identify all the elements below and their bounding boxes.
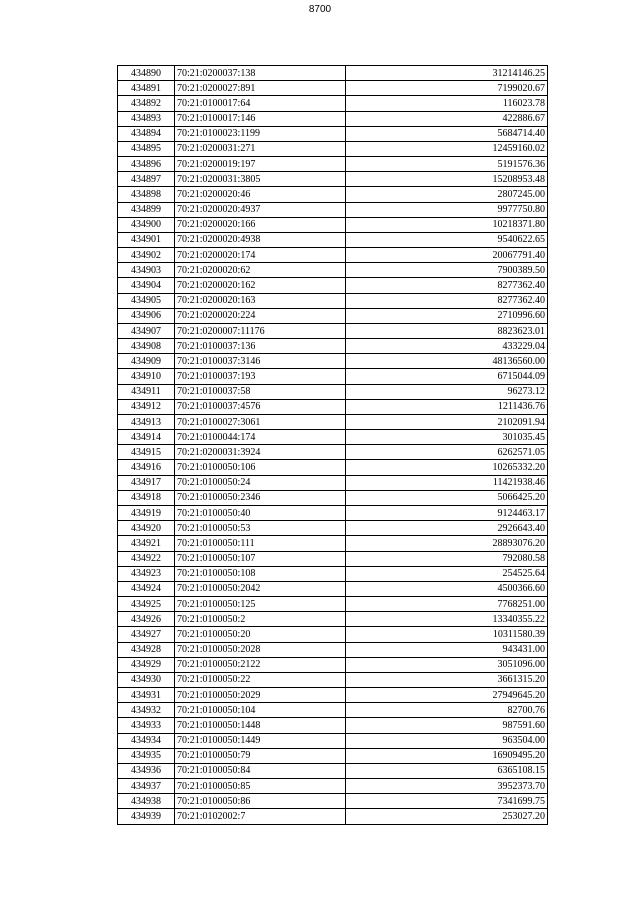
cadastral-number-cell: 70:21:0200020:174 <box>175 248 346 263</box>
row-number-cell: 434918 <box>118 490 175 505</box>
value-cell: 13340355.22 <box>346 612 548 627</box>
table-row <box>118 172 548 187</box>
row-number-cell: 434920 <box>118 521 175 536</box>
table-row <box>118 794 548 809</box>
table-row <box>118 597 548 612</box>
value-cell: 7768251.00 <box>346 597 548 612</box>
value-cell: 9977750.80 <box>346 202 548 217</box>
row-number-cell: 434933 <box>118 718 175 733</box>
table-row <box>118 733 548 748</box>
row-number-cell: 434932 <box>118 703 175 718</box>
cadastral-number-cell: 70:21:0100050:125 <box>175 597 346 612</box>
cadastral-number-cell: 70:21:0100050:53 <box>175 521 346 536</box>
value-cell: 987591.60 <box>346 718 548 733</box>
value-cell: 9540622.65 <box>346 232 548 247</box>
table-row <box>118 703 548 718</box>
value-cell: 8823623.01 <box>346 323 548 338</box>
row-number-cell: 434907 <box>118 323 175 338</box>
table-row <box>118 263 548 278</box>
table-row <box>118 581 548 596</box>
value-cell: 48136560.00 <box>346 354 548 369</box>
cadastral-number-cell: 70:21:0100037:4576 <box>175 399 346 414</box>
row-number-cell: 434922 <box>118 551 175 566</box>
row-number-cell: 434936 <box>118 763 175 778</box>
value-cell: 6365108.15 <box>346 763 548 778</box>
cadastral-number-cell: 70:21:0200020:4937 <box>175 202 346 217</box>
row-number-cell: 434938 <box>118 794 175 809</box>
value-cell: 5684714.40 <box>346 126 548 141</box>
row-number-cell: 434912 <box>118 399 175 414</box>
cadastral-number-cell: 70:21:0100023:1199 <box>175 126 346 141</box>
cadastral-number-cell: 70:21:0100050:24 <box>175 475 346 490</box>
row-number-cell: 434910 <box>118 369 175 384</box>
cadastral-number-cell: 70:21:0200020:4938 <box>175 232 346 247</box>
cadastral-number-cell: 70:21:0100050:2346 <box>175 490 346 505</box>
value-cell: 10265332.20 <box>346 460 548 475</box>
row-number-cell: 434939 <box>118 809 175 824</box>
cadastral-number-cell: 70:21:0200007:11176 <box>175 323 346 338</box>
table-row <box>118 414 548 429</box>
row-number-cell: 434919 <box>118 505 175 520</box>
value-cell: 3051096.00 <box>346 657 548 672</box>
cadastral-number-cell: 70:21:0200020:62 <box>175 263 346 278</box>
row-number-cell: 434898 <box>118 187 175 202</box>
table-row <box>118 763 548 778</box>
table-row <box>118 505 548 520</box>
row-number-cell: 434909 <box>118 354 175 369</box>
table-row <box>118 187 548 202</box>
row-number-cell: 434896 <box>118 157 175 172</box>
value-cell: 433229.04 <box>346 339 548 354</box>
cadastral-number-cell: 70:21:0100050:107 <box>175 551 346 566</box>
cadastral-number-cell: 70:21:0100037:3146 <box>175 354 346 369</box>
table-row <box>118 369 548 384</box>
table-row <box>118 81 548 96</box>
value-cell: 422886.67 <box>346 111 548 126</box>
value-cell: 6262571.05 <box>346 445 548 460</box>
row-number-cell: 434900 <box>118 217 175 232</box>
registry-table-body <box>118 66 548 825</box>
value-cell: 5066425.20 <box>346 490 548 505</box>
value-cell: 3661315.20 <box>346 672 548 687</box>
row-number-cell: 434906 <box>118 308 175 323</box>
value-cell: 253027.20 <box>346 809 548 824</box>
row-number-cell: 434928 <box>118 642 175 657</box>
table-row <box>118 111 548 126</box>
cadastral-number-cell: 70:21:0100050:86 <box>175 794 346 809</box>
table-row <box>118 96 548 111</box>
cadastral-number-cell: 70:21:0100037:58 <box>175 384 346 399</box>
value-cell: 6715044.09 <box>346 369 548 384</box>
value-cell: 5191576.36 <box>346 157 548 172</box>
row-number-cell: 434925 <box>118 597 175 612</box>
table-row <box>118 399 548 414</box>
row-number-cell: 434921 <box>118 536 175 551</box>
row-number-cell: 434908 <box>118 339 175 354</box>
value-cell: 4500366.60 <box>346 581 548 596</box>
table-row <box>118 627 548 642</box>
row-number-cell: 434913 <box>118 414 175 429</box>
table-row <box>118 293 548 308</box>
value-cell: 16909495.20 <box>346 748 548 763</box>
value-cell: 10218371.80 <box>346 217 548 232</box>
page-number: 8700 <box>308 4 332 15</box>
value-cell: 2926643.40 <box>346 521 548 536</box>
cadastral-number-cell: 70:21:0100017:146 <box>175 111 346 126</box>
cadastral-number-cell: 70:21:0100050:108 <box>175 566 346 581</box>
cadastral-number-cell: 70:21:0100050:2 <box>175 612 346 627</box>
value-cell: 792080.58 <box>346 551 548 566</box>
row-number-cell: 434894 <box>118 126 175 141</box>
table-row <box>118 748 548 763</box>
table-row <box>118 672 548 687</box>
table-row <box>118 232 548 247</box>
table-row <box>118 141 548 156</box>
cadastral-number-cell: 70:21:0100050:106 <box>175 460 346 475</box>
value-cell: 3952373.70 <box>346 779 548 794</box>
cadastral-number-cell: 70:21:0100050:79 <box>175 748 346 763</box>
row-number-cell: 434930 <box>118 672 175 687</box>
row-number-cell: 434931 <box>118 688 175 703</box>
value-cell: 15208953.48 <box>346 172 548 187</box>
row-number-cell: 434934 <box>118 733 175 748</box>
table-row <box>118 384 548 399</box>
value-cell: 31214146.25 <box>346 66 548 81</box>
row-number-cell: 434935 <box>118 748 175 763</box>
table-row <box>118 536 548 551</box>
cadastral-number-cell: 70:21:0200020:162 <box>175 278 346 293</box>
cadastral-number-cell: 70:21:0100050:1448 <box>175 718 346 733</box>
cadastral-number-cell: 70:21:0100050:40 <box>175 505 346 520</box>
cadastral-number-cell: 70:21:0100050:84 <box>175 763 346 778</box>
row-number-cell: 434897 <box>118 172 175 187</box>
row-number-cell: 434923 <box>118 566 175 581</box>
row-number-cell: 434904 <box>118 278 175 293</box>
row-number-cell: 434914 <box>118 430 175 445</box>
table-row <box>118 688 548 703</box>
row-number-cell: 434902 <box>118 248 175 263</box>
table-row <box>118 248 548 263</box>
cadastral-number-cell: 70:21:0200031:3924 <box>175 445 346 460</box>
cadastral-number-cell: 70:21:0200019:197 <box>175 157 346 172</box>
row-number-cell: 434911 <box>118 384 175 399</box>
table-row <box>118 657 548 672</box>
table-row <box>118 490 548 505</box>
value-cell: 301035.45 <box>346 430 548 445</box>
row-number-cell: 434899 <box>118 202 175 217</box>
cadastral-number-cell: 70:21:0100017:64 <box>175 96 346 111</box>
value-cell: 7341699.75 <box>346 794 548 809</box>
row-number-cell: 434891 <box>118 81 175 96</box>
cadastral-number-cell: 70:21:0100037:193 <box>175 369 346 384</box>
value-cell: 254525.64 <box>346 566 548 581</box>
cadastral-number-cell: 70:21:0102002:7 <box>175 809 346 824</box>
value-cell: 20067791.40 <box>346 248 548 263</box>
cadastral-number-cell: 70:21:0200027:891 <box>175 81 346 96</box>
table-row <box>118 460 548 475</box>
value-cell: 2710996.60 <box>346 308 548 323</box>
row-number-cell: 434937 <box>118 779 175 794</box>
cadastral-number-cell: 70:21:0100037:136 <box>175 339 346 354</box>
cadastral-number-cell: 70:21:0100050:2028 <box>175 642 346 657</box>
cadastral-number-cell: 70:21:0100050:85 <box>175 779 346 794</box>
value-cell: 943431.00 <box>346 642 548 657</box>
table-row <box>118 308 548 323</box>
row-number-cell: 434917 <box>118 475 175 490</box>
table-row <box>118 551 548 566</box>
table-row <box>118 339 548 354</box>
value-cell: 7199020.67 <box>346 81 548 96</box>
cadastral-number-cell: 70:21:0100050:22 <box>175 672 346 687</box>
cadastral-number-cell: 70:21:0200020:46 <box>175 187 346 202</box>
value-cell: 2102091.94 <box>346 414 548 429</box>
value-cell: 116023.78 <box>346 96 548 111</box>
cadastral-number-cell: 70:21:0100050:111 <box>175 536 346 551</box>
cadastral-number-cell: 70:21:0100050:20 <box>175 627 346 642</box>
cadastral-number-cell: 70:21:0100050:1449 <box>175 733 346 748</box>
table-row <box>118 202 548 217</box>
cadastral-number-cell: 70:21:0100044:174 <box>175 430 346 445</box>
value-cell: 12459160.02 <box>346 141 548 156</box>
table-row <box>118 445 548 460</box>
row-number-cell: 434903 <box>118 263 175 278</box>
table-row <box>118 566 548 581</box>
value-cell: 9124463.17 <box>346 505 548 520</box>
cadastral-number-cell: 70:21:0100050:2029 <box>175 688 346 703</box>
cadastral-number-cell: 70:21:0200031:3805 <box>175 172 346 187</box>
value-cell: 7900389.50 <box>346 263 548 278</box>
row-number-cell: 434929 <box>118 657 175 672</box>
value-cell: 28893076.20 <box>346 536 548 551</box>
table-row <box>118 66 548 81</box>
table-row <box>118 612 548 627</box>
table-row <box>118 475 548 490</box>
table-row <box>118 718 548 733</box>
table-row <box>118 779 548 794</box>
cadastral-number-cell: 70:21:0100050:2122 <box>175 657 346 672</box>
table-row <box>118 323 548 338</box>
table-row <box>118 521 548 536</box>
table-row <box>118 126 548 141</box>
table-row <box>118 354 548 369</box>
value-cell: 2807245.00 <box>346 187 548 202</box>
cadastral-number-cell: 70:21:0200020:163 <box>175 293 346 308</box>
table-row <box>118 642 548 657</box>
row-number-cell: 434916 <box>118 460 175 475</box>
table-row <box>118 157 548 172</box>
cadastral-number-cell: 70:21:0200020:224 <box>175 308 346 323</box>
table-row <box>118 217 548 232</box>
row-number-cell: 434905 <box>118 293 175 308</box>
row-number-cell: 434890 <box>118 66 175 81</box>
value-cell: 8277362.40 <box>346 293 548 308</box>
table-row <box>118 430 548 445</box>
cadastral-number-cell: 70:21:0200037:138 <box>175 66 346 81</box>
value-cell: 10311580.39 <box>346 627 548 642</box>
row-number-cell: 434915 <box>118 445 175 460</box>
row-number-cell: 434895 <box>118 141 175 156</box>
value-cell: 11421938.46 <box>346 475 548 490</box>
value-cell: 27949645.20 <box>346 688 548 703</box>
value-cell: 1211436.76 <box>346 399 548 414</box>
table-row <box>118 278 548 293</box>
value-cell: 8277362.40 <box>346 278 548 293</box>
value-cell: 963504.00 <box>346 733 548 748</box>
value-cell: 82700.76 <box>346 703 548 718</box>
registry-table <box>117 65 548 825</box>
cadastral-number-cell: 70:21:0200020:166 <box>175 217 346 232</box>
table-row <box>118 809 548 824</box>
value-cell: 96273.12 <box>346 384 548 399</box>
cadastral-number-cell: 70:21:0100050:104 <box>175 703 346 718</box>
cadastral-number-cell: 70:21:0100050:2042 <box>175 581 346 596</box>
row-number-cell: 434892 <box>118 96 175 111</box>
cadastral-number-cell: 70:21:0100027:3061 <box>175 414 346 429</box>
row-number-cell: 434927 <box>118 627 175 642</box>
row-number-cell: 434893 <box>118 111 175 126</box>
row-number-cell: 434924 <box>118 581 175 596</box>
row-number-cell: 434901 <box>118 232 175 247</box>
row-number-cell: 434926 <box>118 612 175 627</box>
cadastral-number-cell: 70:21:0200031:271 <box>175 141 346 156</box>
